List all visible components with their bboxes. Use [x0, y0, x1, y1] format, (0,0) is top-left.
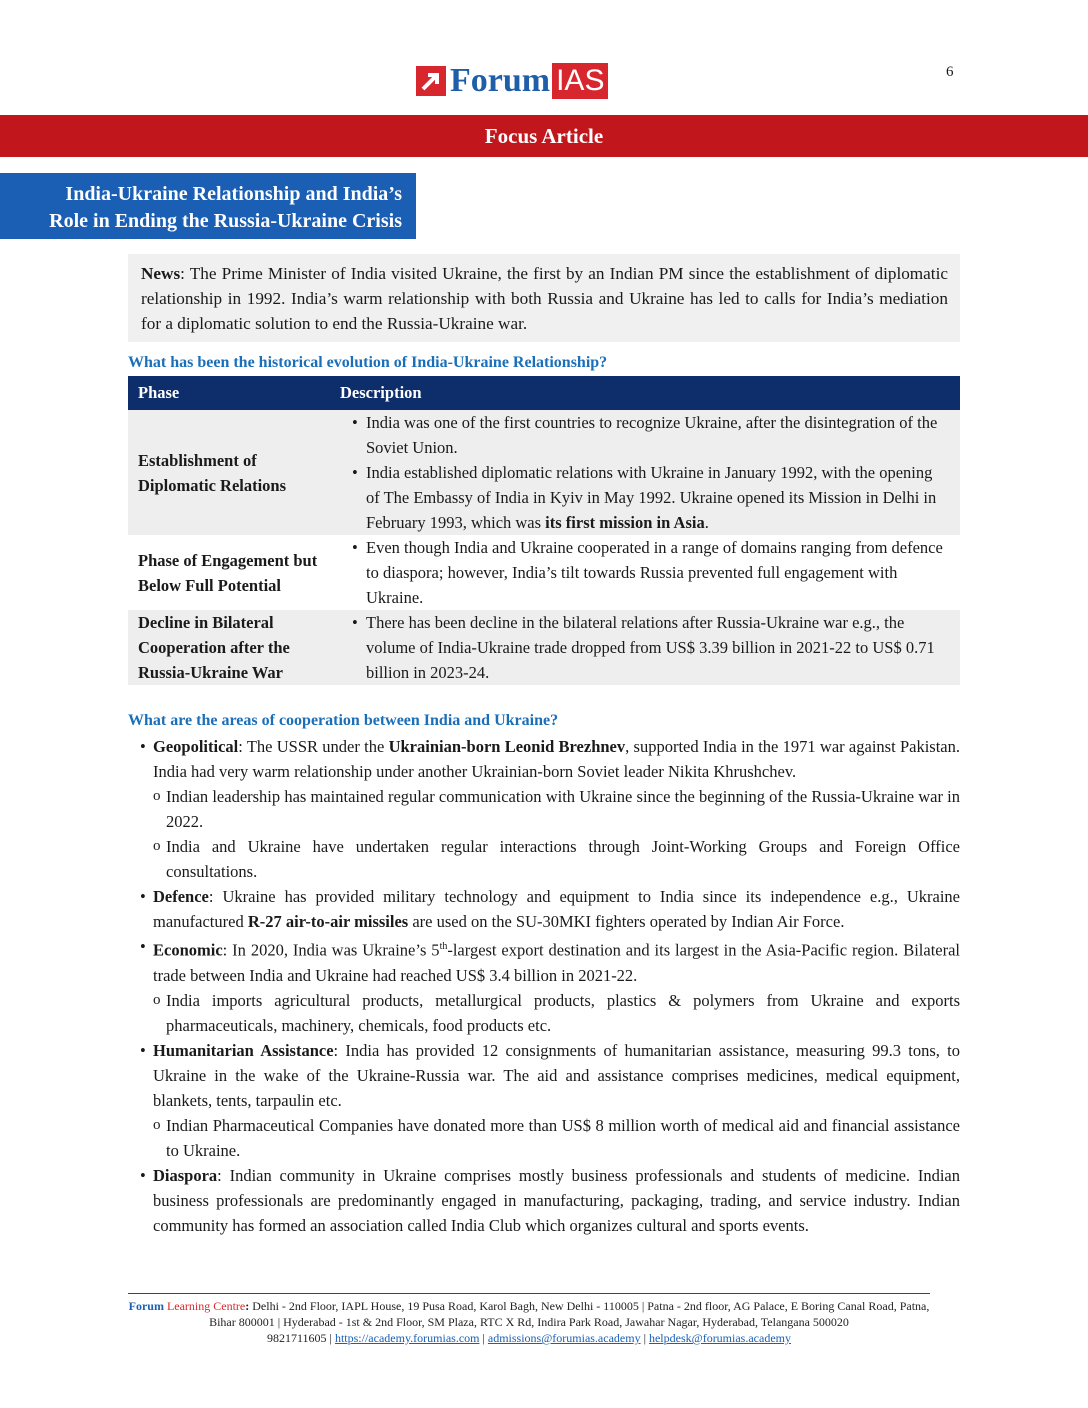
logo-arrow-icon [416, 66, 446, 96]
footer-website-link[interactable]: https://academy.forumias.com [334, 1331, 480, 1345]
footer-phone: 9821711605 | [267, 1331, 335, 1345]
list-item-text: . [704, 513, 709, 532]
article-title-line1: India-Ukraine Relationship and India’s [65, 183, 402, 205]
item-text: : The USSR under the [238, 737, 389, 756]
item-text: -largest export destination and its largest in the Asia-Pacific region. Bilateral trade between India and Ukraine had reached US$ 3.4 billion in 2021-22. [153, 940, 961, 985]
list-item-text: India established diplomatic relations with Ukraine in January 1992, with the opening of The Embassy of India in Kyiv in May 1992. Ukraine opened its Mission in Delhi in February 1993, which was [366, 463, 937, 532]
page-number: 6 [946, 64, 954, 80]
table-header [128, 376, 960, 410]
item-text: : Indian community in Ukraine comprises mostly business professionals and students of medicine. Indian business professionals are predominantly engaged in manufacturing, packaging, trading, and service industry. Indian community has formed an association called India Club which organizes cultural and sports events. [153, 1165, 960, 1235]
description-cell [330, 410, 960, 535]
logo-forum-text: Forum [450, 62, 551, 99]
forumias-logo [416, 62, 608, 100]
article-title [0, 173, 416, 239]
footer-forum: Forum [128, 1299, 164, 1313]
description-cell [330, 610, 960, 685]
footer-separator: | [640, 1331, 649, 1345]
sub-list-item: o Indian leadership has maintained regular communication with Ukraine since the beginning of the Russia-Ukraine war in 2022. [128, 784, 960, 834]
history-heading: What has been the historical evolution of India-Ukraine Relationship? [128, 354, 608, 371]
table-row [128, 535, 960, 610]
footer-helpdesk-link[interactable]: helpdesk@forumias.academy [648, 1331, 791, 1345]
list-item-defence [128, 884, 960, 934]
sub-list-item: o India and Ukraine have undertaken regular interactions through Joint-Working Groups and Foreign Office consultations. [128, 834, 960, 884]
history-table [128, 376, 960, 685]
item-text: , supported India in the 1971 war against Pakistan. India had very warm relationship under another Ukrainian-born Soviet leader Nikita Khrushchev. [153, 737, 960, 781]
item-superscript: th [439, 941, 448, 952]
item-label: Defence [153, 887, 209, 906]
list-item-bold: its first mission in Asia [545, 513, 705, 532]
footer-colon: : [245, 1299, 250, 1313]
item-bold: R-27 air-to-air missiles [247, 912, 409, 931]
footer [128, 1298, 930, 1346]
item-label: Economic [153, 940, 223, 960]
list-item-geopolitical [128, 734, 960, 784]
table-row [128, 410, 960, 535]
item-label: Humanitarian Assistance [153, 1040, 334, 1060]
footer-admissions-link[interactable]: admissions@forumias.academy [487, 1331, 641, 1345]
footer-separator: | [479, 1331, 488, 1345]
logo-ias-text: IAS [552, 63, 608, 99]
phase-cell: Phase of Engagement but Below Full Potential [138, 550, 318, 595]
sub-list-item: o Indian Pharmaceutical Companies have donated more than US$ 8 million worth of medical aid and financial assistance to Ukraine. [128, 1113, 960, 1163]
footer-learning-centre: Learning Centre [163, 1299, 246, 1313]
item-bold: Ukrainian-born Leonid Brezhnev [388, 737, 626, 756]
list-item: • There has been decline in the bilateral relations after Russia-Ukraine war e.g., the volume of India-Ukraine trade dropped from US$ 3.39 billion in 2021-22 to US$ 0.71 billion in 2023-24. [340, 610, 948, 685]
list-item: • India was one of the first countries to recognize Ukraine, after the disintegration of the Soviet Union. [340, 410, 948, 460]
news-label: News [141, 264, 181, 283]
news-box [128, 254, 960, 342]
table-row [128, 610, 960, 685]
list-item: • Even though India and Ukraine cooperated in a range of domains ranging from defence to diaspora; however, India’s tilt towards Russia prevented full engagement with Ukraine. [340, 535, 948, 610]
list-item-humanitarian [128, 1038, 960, 1113]
col-phase-header: Phase [138, 383, 180, 402]
item-label: Diaspora [153, 1165, 218, 1185]
item-text: are used on the SU-30MKI fighters operated by Indian Air Force. [408, 912, 845, 931]
phase-cell: Establishment of Diplomatic Relations [138, 450, 287, 495]
footer-divider [128, 1293, 930, 1294]
item-text: : Ukraine has provided military technology and equipment to India since its independence e.g., Ukraine manufactured [153, 887, 960, 931]
list-item-economic [128, 934, 960, 988]
description-cell [330, 535, 960, 610]
article-title-line2: Role in Ending the Russia-Ukraine Crisis [49, 210, 402, 232]
footer-address: Delhi - 2nd Floor, IAPL House, 19 Pusa Road, Karol Bagh, New Delhi - 110005 | Patna - 2nd floor, AG Palace, E Boring Canal Road, Patna, Bihar 800001 | Hyderabad - 1st & 2nd Floor, SM Plaza, RTC X Rd, Indira Park Road, Jawahar Nagar, Hyderabad, Telangana 500020 [209, 1299, 930, 1329]
list-item-diaspora [128, 1163, 960, 1238]
item-text: : India has provided 12 consignments of humanitarian assistance, measuring 99.3 tons, to Ukraine in the wake of the Ukraine-Russia war. The aid and assistance comprises medicines, medical equipment, blankets, tents, tarpaulin etc. [153, 1040, 960, 1110]
phase-cell: Decline in Bilateral Cooperation after the Russia-Ukraine War [138, 613, 290, 682]
areas-list [128, 734, 960, 1238]
focus-article-banner: Focus Article [0, 115, 1088, 157]
areas-heading: What are the areas of cooperation between India and Ukraine? [128, 712, 559, 729]
list-item [340, 460, 948, 535]
col-description-header: Description [340, 383, 422, 402]
sub-list-item: o India imports agricultural products, metallurgical products, plastics & polymers from Ukraine and exports pharmaceuticals, machinery, chemicals, food products etc. [128, 988, 960, 1038]
item-text: : In 2020, India was Ukraine’s 5 [222, 940, 440, 960]
item-label: Geopolitical [153, 737, 239, 756]
news-text: : The Prime Minister of India visited Ukraine, the first by an Indian PM since the establishment of diplomatic relationship in 1992. India’s warm relationship with both Russia and Ukraine has led to calls for India’s mediation for a diplomatic solution to end the Russia-Ukraine war. [141, 264, 948, 333]
